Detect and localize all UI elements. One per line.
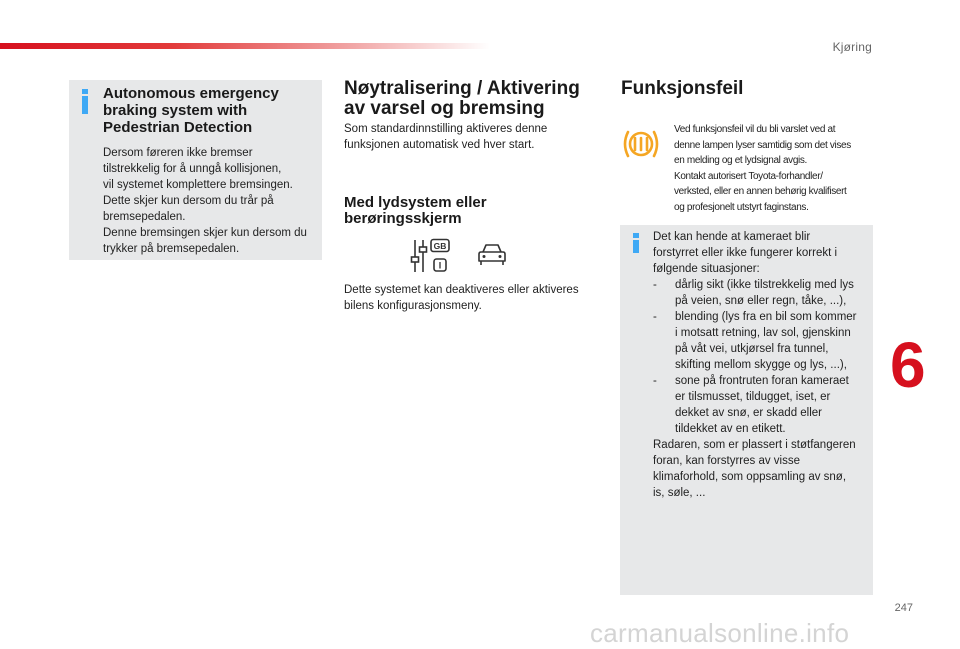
middle-heading-line-2: av varsel og bremsing	[344, 98, 545, 119]
info-box-aeb	[69, 80, 322, 260]
bullet-text-line: på våt vei, utkjørsel fra tunnel,	[675, 343, 829, 355]
bullet-text-line: tildekket av en etikett.	[675, 423, 786, 435]
list-item	[653, 309, 871, 373]
subheading-line-1: Med lydsystem eller	[344, 194, 487, 211]
page-number: 247	[894, 602, 913, 614]
subheading-line-2: berøringsskjerm	[344, 210, 462, 227]
box-title-line-1: Autonomous emergency	[103, 85, 279, 102]
bullet-text-line: i motsatt retning, lav sol, gjenskinn	[675, 327, 851, 339]
warning-text-line: verksted, eller en annen behørig kvalifisert	[674, 186, 847, 197]
settings-label-bottom: I	[438, 260, 442, 271]
intro-line-1: Som standardinnstilling aktiveres denne	[344, 123, 548, 135]
box-text-line: Denne bremsingen skjer kun dersom du	[103, 227, 307, 239]
bullet-dash: -	[653, 311, 657, 323]
info-text-line: følgende situasjoner:	[653, 263, 760, 275]
list-item	[653, 373, 871, 437]
warning-text-line: denne lampen lyser samtidig som det vises	[674, 139, 851, 151]
bullet-text-line: sone på frontruten foran kameraet	[675, 375, 849, 387]
chapter-number: 6	[890, 329, 926, 401]
info-text-line: forstyrret eller ikke fungerer korrekt i	[653, 247, 838, 259]
box-text-line: tilstrekkelig for å unngå kollisjonen,	[103, 163, 282, 175]
outro-line-1: Dette systemet kan deaktiveres eller aktiveres	[344, 284, 579, 296]
bullet-text-line: skifting mellom skygge og lys, ...),	[675, 359, 847, 371]
box-text-line: trykker på bremsepedalen.	[103, 243, 240, 255]
info-text-line: is, søle, ...	[653, 487, 706, 499]
settings-sliders-icon	[410, 238, 454, 274]
bullet-dash: -	[653, 375, 657, 387]
bullet-text-line: på veien, snø eller regn, tåke, ...),	[675, 295, 847, 307]
info-icon	[633, 233, 639, 253]
bullet-text-line: er tilsmusset, tildugget, iset, er	[675, 391, 831, 403]
box-title-line-3: Pedestrian Detection	[103, 119, 253, 136]
list-item	[653, 277, 871, 309]
box-text-line: Dersom føreren ikke bremser	[103, 147, 253, 159]
info-text-line: Radaren, som er plassert i støtfangeren	[653, 439, 856, 451]
info-text-line: foran, kan forstyrres av visse	[653, 455, 800, 467]
info-text-line: klimaforhold, som oppsamling av snø,	[653, 471, 847, 483]
info-text-line: Det kan hende at kameraet blir	[653, 231, 811, 243]
bullet-text-line: blending (lys fra en bil som kommer	[675, 311, 857, 323]
box-text-line: vil systemet komplettere bremsingen.	[103, 179, 293, 191]
warning-text-line: og profesjonelt utstyrt faginstans.	[674, 201, 809, 213]
bullet-dash: -	[653, 279, 657, 291]
middle-heading-line-1: Nøytralisering / Aktivering	[344, 78, 580, 99]
warning-text-line: Ved funksjonsfeil vil du bli varslet ved at	[674, 124, 836, 135]
warning-text-line: Kontakt autorisert Toyota-forhandler/	[674, 170, 823, 182]
settings-label-top: GB	[433, 241, 447, 251]
right-heading: Funksjonsfeil	[621, 78, 744, 99]
warning-text-line: en melding og et lydsignal avgis.	[674, 155, 807, 166]
car-icon	[477, 242, 507, 268]
section-title: Kjøring	[832, 40, 872, 54]
info-box-camera	[620, 225, 873, 595]
intro-line-2: funksjonen automatisk ved hver start.	[344, 139, 535, 151]
box-text-line: bremsepedalen.	[103, 211, 186, 223]
box-text-line: Dette skjer kun dersom du trår på	[103, 195, 274, 207]
header-accent-bar	[0, 43, 490, 49]
watermark: carmanualsonline.info	[590, 618, 850, 648]
collision-warning-icon	[621, 127, 661, 161]
outro-line-2: bilens konfigurasjonsmeny.	[344, 300, 482, 312]
box-title-line-2: braking system with	[103, 102, 248, 119]
bullet-text-line: dekket av snø, er skadd eller	[675, 407, 823, 419]
bullet-text-line: dårlig sikt (ikke tilstrekkelig med lys	[675, 279, 854, 291]
info-icon	[82, 89, 88, 114]
